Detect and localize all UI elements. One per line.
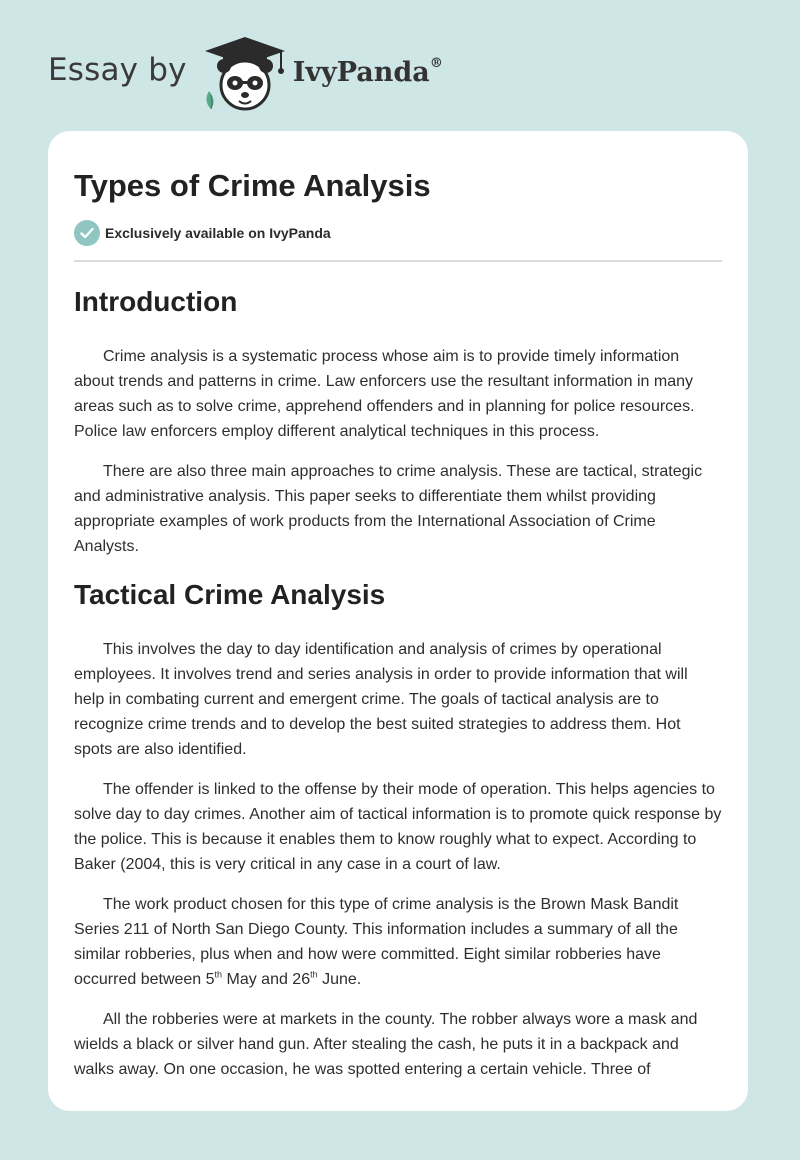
exclusive-badge bbox=[74, 220, 722, 246]
divider bbox=[74, 260, 722, 262]
essay-card bbox=[48, 131, 748, 1111]
paragraph: Crime analysis is a systematic process whose aim is to provide timely information about trends and patterns in crime. Law enforcers use the resultant information in many areas such as to solve crime, apprehend offenders and in planning for police resources. Police law enforcers employ different analytical techniques in this process. bbox=[74, 348, 695, 440]
section-heading-tactical: Tactical Crime Analysis bbox=[74, 579, 386, 610]
paragraph: This involves the day to day identification and analysis of crimes by operational employees. It involves trend and series analysis in order to provide information that will help in combating current and emergent crime. The goals of tactical analysis are to recognize crime trends and to develop the best suited strategies to address them. Hot spots are also identified. bbox=[74, 641, 688, 758]
paragraph: All the robberies were at markets in the county. The robber always wore a mask and wields a black or silver hand gun. After stealing the cash, he puts it in a backpack and walks away. On one occasion, he was spotted entering a certain vehicle. Three of bbox=[74, 1011, 698, 1078]
paragraph: There are also three main approaches to crime analysis. These are tactical, strategic and administrative analysis. This paper seeks to differentiate them whilst providing appropriate examples of work products from the International Association of Crime Analysts. bbox=[74, 463, 703, 555]
section-heading-introduction: Introduction bbox=[74, 286, 238, 317]
panda-graduate-logo-icon[interactable] bbox=[201, 35, 289, 113]
page-title: Types of Crime Analysis bbox=[74, 168, 431, 203]
site-header bbox=[48, 34, 443, 114]
paragraph: The offender is linked to the offense by their mode of operation. This helps agencies to solve day to day crimes. Another aim of tactical information is to promote quick response by the police. This is because it enables them to know roughly what to expect. According to Baker (2004, this is very critical in any case in a court of law. bbox=[74, 781, 722, 873]
brand-name[interactable]: IvyPanda® bbox=[292, 55, 443, 88]
essay-by-label: Essay by bbox=[48, 52, 187, 88]
paragraph: The work product chosen for this type of crime analysis is the Brown Mask Bandit Series 211 of North San Diego County. This information includes a summary of all the similar robberies, plus when and how were committed. Eight similar robberies have occurred between 5th May and 26th June. bbox=[74, 896, 679, 988]
exclusive-label: Exclusively available on IvyPanda bbox=[105, 225, 331, 241]
check-circle-icon bbox=[74, 220, 100, 246]
